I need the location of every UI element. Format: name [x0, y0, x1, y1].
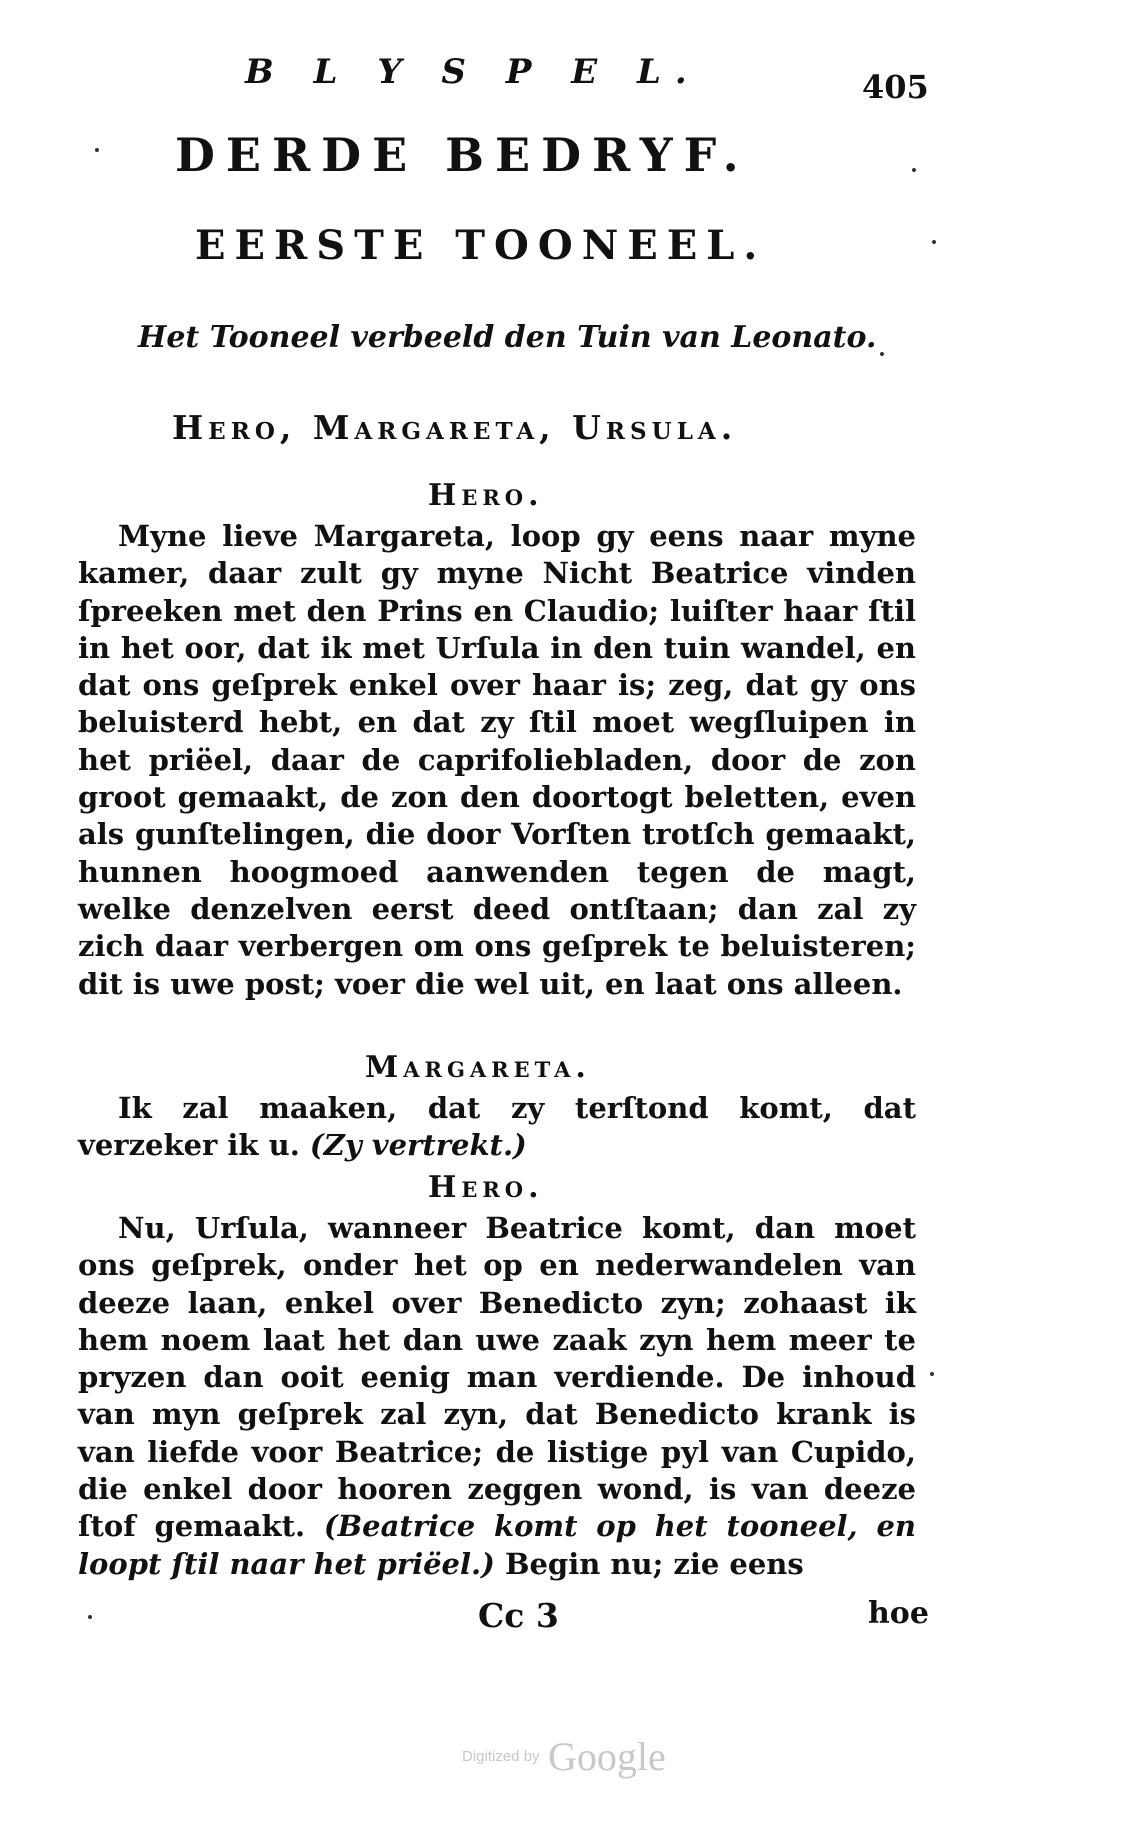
speaker-name: Hero. [428, 478, 544, 513]
stage-direction: (Zy vertrekt.) [309, 1128, 527, 1163]
print-speck [880, 352, 884, 356]
catchword: hoe [868, 1596, 929, 1631]
page-number: 405 [862, 68, 929, 106]
speech-text [78, 518, 916, 1003]
speech-body: Ik zal maaken, dat zy terſtond komt, dat verzeker ik u. [78, 1091, 916, 1163]
speech-body-continued: Begin nu; zie eens [504, 1546, 804, 1581]
speech-text [78, 1090, 916, 1165]
print-speck [930, 1372, 934, 1376]
digitization-watermark [462, 1733, 666, 1780]
print-speck [912, 168, 916, 172]
speaker-name: Hero. [428, 1170, 544, 1205]
act-title: DERDE BEDRYF. [175, 128, 750, 182]
print-speck [88, 1615, 92, 1619]
running-head: B L Y S P E L. [245, 52, 701, 92]
scene-title: EERSTE TOONEEL. [195, 222, 767, 269]
character-list: Hero, Margareta, Ursula. [172, 408, 738, 447]
speaker-name: Margareta. [365, 1050, 591, 1085]
speech-body: Myne lieve Margareta, loop gy eens naar myne kamer, daar zult gy myne Nicht Beatrice vinden ſpreeken met den Prins en Claudio; luiſter haar ſtil in het oor, dat ik met Urſula in den tuin wandel, en dat ons geſprek enkel over haar is; zeg, dat gy ons beluisterd hebt, en dat zy ſtil moet wegſluipen in het priëel, daar de caprifoliebladen, door de zon groot gemaakt, de zon den doortogt beletten, even als gunſtelingen, die door Vorſten trotſch gemaakt, hunnen hoogmoed aanwenden tegen de magt, welke denzelven eerst deed ontſtaan; dan zal zy zich daar verbergen om ons geſprek te beluisteren; dit is uwe post; voer die wel uit, en laat ons alleen. [78, 519, 916, 1001]
speech-text [78, 1210, 916, 1583]
google-logo: Google [548, 1734, 666, 1779]
speech-body: Nu, Urſula, wanneer Beatrice komt, dan moet ons geſprek, onder het op en nederwandelen van deeze laan, enkel over Benedicto zyn; zohaast ik hem noem laat het dan uwe zaak zyn hem meer te pryzen dan ooit eenig man verdiende. De inhoud van myn geſprek zal zyn, dat Benedicto krank is van liefde voor Beatrice; de listige pyl van Cupido, die enkel door hooren zeggen wond, is van deeze ſtof gemaakt. [78, 1211, 916, 1544]
scene-setting: Het Tooneel verbeeld den Tuin van Leonato. [138, 320, 877, 355]
stage-direction: (Beatrice komt op het tooneel, en loopt ſtil naar het priëel.) [78, 1509, 916, 1581]
watermark-prefix: Digitized by [462, 1748, 540, 1765]
print-speck [932, 240, 936, 244]
print-speck [95, 148, 99, 152]
signature-mark: Cc 3 [478, 1596, 559, 1635]
